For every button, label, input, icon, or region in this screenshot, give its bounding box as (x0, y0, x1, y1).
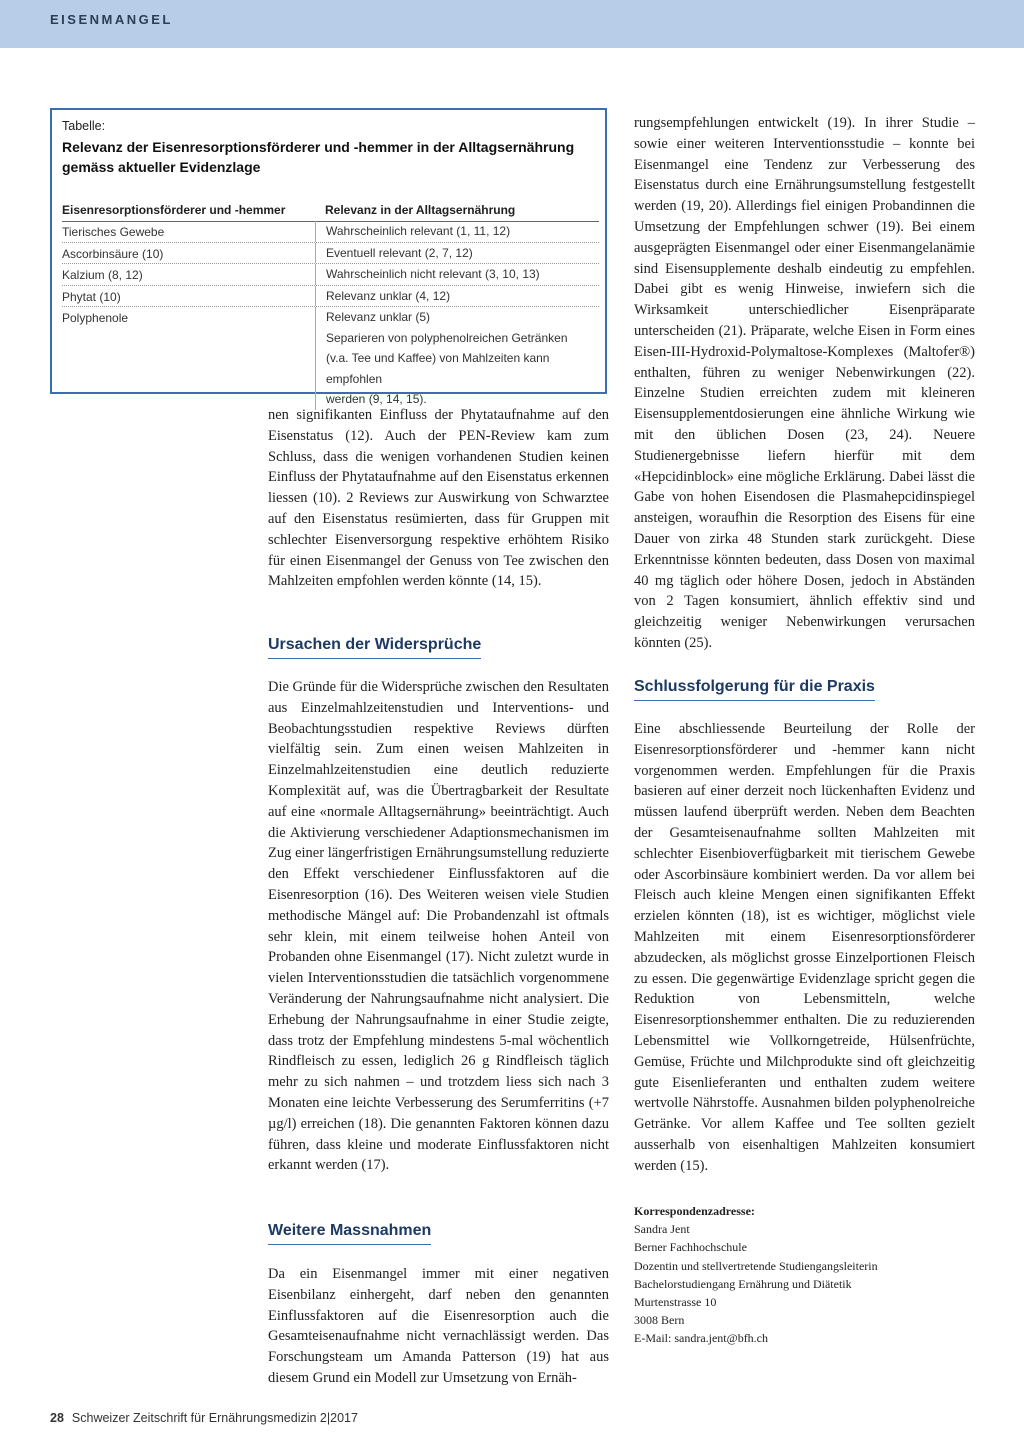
table-body (62, 221, 599, 410)
correspondence-block (634, 1202, 878, 1348)
relevance-line: Relevanz unklar (5) (326, 310, 431, 324)
table-header-row (62, 201, 599, 222)
table-cell-relevance: Wahrscheinlich nicht relevant (3, 10, 13) (315, 264, 599, 285)
relevance-line: (v.a. Tee und Kaffee) von Mahlzeiten kann empfohlen (326, 351, 550, 386)
middle-column-text-3 (268, 1264, 609, 1389)
table-cell-relevance: Relevanz unklar (4, 12) (315, 286, 599, 307)
table-cell-factor: Ascorbinsäure (10) (62, 246, 164, 261)
paragraph: nen signifikanten Einfluss der Phytataufnahme auf den Eisenstatus (12). Auch der PEN-Review kam zum Schluss, dass die wenigen vorhandenen Studien keinen Einfluss der Phytataufnahme auf den Eisenstatus erkennen liessen (10). 2 Reviews zur Auswirkung von Schwarztee auf den Eisenstatus resümierten, dass für Gruppen mit schlechter Eisenversorgung respektive erhöhtem Risiko für einen Eisenmangel der Genuss von Tee zwischen den Mahlzeiten empfohlen werden könnte (14, 15). (268, 407, 609, 590)
right-column-text-1 (634, 113, 975, 654)
paragraph: Eine abschliessende Beurteilung der Rolle der Eisenresorptionsförderer und -hemmer kann nicht vorgenommen werden. Empfehlungen für die Praxis basieren auf einer derzeit noch lückenhaften Evidenz und müssen laufend überprüft werden. Neben dem Beachten der Gesamteisenaufnahme sollten Mahlzeiten mit schlechter Eisenbioverfügbarkeit mit tierischem Gewebe oder Ascorbinsäure kombiniert werden. Da vor allem bei Fleisch auch kleine Mengen einen signifikanten Effekt erzielen könnten (18), ist es wichtiger, möglichst viele Mahlzeiten mit einem Eisenresorptionsförderer abzudecken, als möglichst grosse Einzelportionen Fleisch zu essen. Die gegenwärtige Evidenzlage spricht gegen die Reduktion von Lebensmitteln, welche Eisenresorptionshemmer enthalten. Die zu reduzierenden Lebensmittel wie Vollkorngetreide, Hülsenfrüchte, Gemüse, Früchte und Milchprodukte sind oft gleichzeitig gute Eisenlieferanten und enthalten zudem weitere wertvolle Nährstoffe. Ausnahmen bilden polyphenolreiche Getränke. Vor allem Kaffee und Tee sollten gezielt ausserhalb von eisenhaltigen Mahlzeiten konsumiert werden (15). (634, 721, 975, 1174)
paragraph: Da ein Eisenmangel immer mit einer negativen Eisenbilanz einhergeht, darf neben den genannten Einflussfaktoren auf die Eisenresorption auch die Gesamteisenaufnahme nicht vernachlässigt werden. Das Forschungsteam um Amanda Patterson (19) hat aus diesem Grund ein Modell zur Umsetzung von Ernäh- (268, 1266, 609, 1386)
section-label: EISENMANGEL (50, 12, 173, 27)
table-title: Relevanz der Eisenresorptionsförderer und -hemmer in der Alltagsernährung gemäss aktueller Evidenzlage (62, 139, 575, 175)
relevance-line: Separieren von polyphenolreichen Getränken (326, 330, 568, 345)
table-cell-relevance (315, 307, 599, 410)
evidence-table (50, 108, 607, 406)
table-row (62, 221, 599, 243)
section-heading: Schlussfolgerung für die Praxis (634, 678, 875, 701)
table-cell-relevance: Wahrscheinlich relevant (1, 11, 12) (315, 221, 599, 242)
address-line: Berner Fachhochschule (634, 1240, 747, 1255)
paragraph: Die Gründe für die Widersprüche zwischen den Resultaten aus Einzelmahlzeitenstudien und Interventions- und Beobachtungsstudien respektive Reviews dürften vielfältig sein. Zum einen weisen Mahlzeiten in Einzelmahlzeitenstudien eine deutlich reduzierte Komplexität auf, was die Übertragbarkeit der Resultate auf eine «normale Alltagsernährung» beeinträchtigt. Auch die Aktivierung verschiedener Adaptionsmechanismen im Zug einer längerfristigen Ernährungsumstellung reduzierte den Effekt verschiedener Einflussfaktoren auf die Eisenresorption (16). Des Weiteren weisen viele Studien methodische Mängel auf: Die Probandenzahl ist oftmals sehr klein, mit einem teilweise hohen Anteil von Probanden ohne Eisenmangel (17). Nicht zuletzt wurde in vielen Interventionsstudien die tatsächlich vorgenommene Veränderung der Nahrungsaufnahme nicht analysiert. Die Erhebung der Nahrungsaufnahme in einer Studie zeigte, dass trotz der Empfehlung mindestens 5-mal wöchentlich Rindfleisch zu essen, lediglich 26 g Rindfleisch täglich mehr zu sich nahmen – und trotzdem liess sich nach 3 Monaten eine leichte Verbesserung des Serumferritins (+7 µg/l) erreichen (18). Die genannten Faktoren können dazu führen, dass kleine und moderate Einflussfaktoren nicht erkannt werden (17). (268, 679, 609, 1174)
address-line: Dozentin und stellvertretende Studiengangsleiterin (634, 1258, 878, 1273)
address-line: Murtenstrasse 10 (634, 1295, 717, 1310)
table-row (62, 286, 599, 308)
middle-column-text-2 (268, 677, 609, 1176)
address-line: Sandra Jent (634, 1222, 690, 1237)
paragraph: rungsempfehlungen entwickelt (19). In ihrer Studie – sowie einer weiteren Interventionsstudie – konnte bei Eisenmangel eine Tendenz zur Verbesserung des Eisenstatus durch eine Ernährungsumstellung festgestellt werden (19, 20). Allerdings fiel einigen Probandinnen die Umsetzung der Empfehlungen schwer (19). Bei einem ausgeprägten Eisenmangel oder einer Eisenmangelanämie sind Eisensupplemente deshalb eindeutig zu empfehlen. Dabei gibt es wenig Hinweise, inwiefern sich die Wirksamkeit unterschiedlicher Eisenpräparate unterscheiden (21). Präparate, welche Eisen in Form eines Eisen-III-Hydroxid-Polymaltose-Komplexes (Maltofer®) enthalten, führen zu weniger Nebenwirkungen (22). Einzelne Studien erreichten zudem mit kleineren Eisensupplementdosierungen eine ähnliche Wirkung wie mit den üblichen Dosen (23, 24). Neuere Studienergebnisse liefern hierfür mit dem «Hepcidinblock» eine mögliche Erklärung. Dabei lässt die Gabe von hohen Eisendosen die Plasmahepcidinspiegel ansteigen, woraufhin die Resorption des Eisens für eine Dauer von zirka 48 Stunden stark zurückgeht. Diese Erkenntnisse könnten bedeuten, dass Dosen von maximal 40 mg täglich oder höhere Dosen, jedoch in Abständen von 2 Tagen konsumiert, ähnlich effektiv sind und gleichzeitig weniger Nebenwirkungen verursachen könnten (25). (634, 115, 975, 651)
correspondence-label: Korrespondenzadresse: (634, 1204, 755, 1218)
relevance-line: werden (9, 14, 15). (326, 392, 427, 406)
table-cell-factor: Phytat (10) (62, 289, 121, 304)
table-cell-factor: Tierisches Gewebe (62, 225, 165, 239)
table-cell-relevance: Eventuell relevant (2, 7, 12) (315, 243, 599, 264)
table-col2-header: Relevanz in der Alltagsernährung (325, 203, 516, 217)
table-row (62, 307, 599, 410)
section-heading: Weitere Massnahmen (268, 1222, 431, 1245)
table-col1-header: Eisenresorptionsförderer und -hemmer (62, 203, 286, 217)
address-line: 3008 Bern (634, 1313, 685, 1328)
middle-column-text-1 (268, 405, 609, 592)
section-heading: Ursachen der Widersprüche (268, 636, 481, 659)
table-row (62, 264, 599, 286)
email-line: E-Mail: sandra.jent@bfh.ch (634, 1331, 769, 1346)
journal-name: Schweizer Zeitschrift für Ernährungsmedizin 2|2017 (71, 1411, 358, 1425)
right-column-text-2 (634, 719, 975, 1177)
table-row (62, 243, 599, 265)
page-footer (50, 1411, 358, 1425)
table-cell-factor: Polyphenole (62, 311, 129, 325)
address-line: Bachelorstudiengang Ernährung und Diätetik (634, 1276, 852, 1291)
table-kicker: Tabelle: (62, 119, 106, 133)
table-cell-factor: Kalzium (8, 12) (62, 268, 143, 282)
running-header (0, 0, 1024, 48)
page-number: 28 (50, 1411, 64, 1425)
